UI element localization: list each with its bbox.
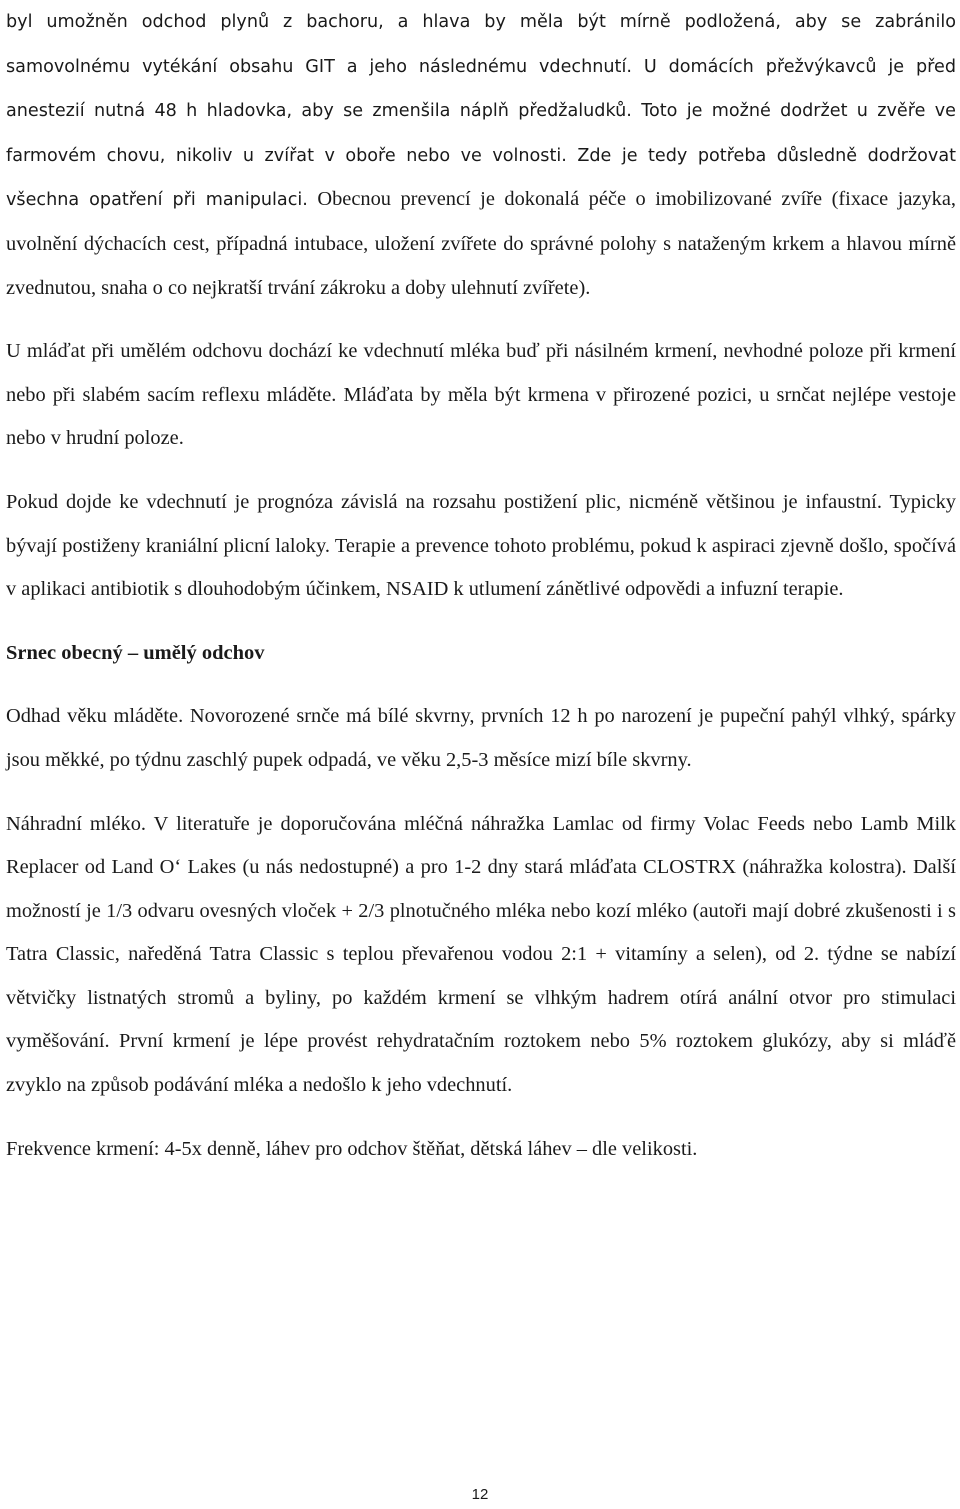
paragraph-anesthesia-prevention <box>6 0 956 310</box>
page-number: 12 <box>471 1486 489 1503</box>
paragraph-age-estimation: Odhad věku mláděte. Novorozené srnče má bílé skvrny, prvních 12 h po narození je pupeční pahýl vlhký, spárky jsou měkké, po týdnu zaschlý pupek odpadá, ve věku 2,5-3 měsíce mizí bíle skvrny. <box>6 705 956 771</box>
paragraph-prognosis-therapy: Pokud dojde ke vdechnutí je prognóza závislá na rozsahu postižení plic, nicméně většinou je infaustní. Typicky bývají postiženy kraniální plicní laloky. Terapie a prevence tohoto problému, pokud k aspiraci zjevně došlo, spočívá v aplikaci antibiotik s dlouhodobým účinkem, NSAID k utlumení zánětlivé odpovědi a infuzní terapie. <box>6 490 956 601</box>
paragraph-feeding-frequency: Frekvence krmení: 4-5x denně, láhev pro odchov štěňat, dětská láhev – dle velikosti. <box>6 1137 698 1160</box>
paragraph-milk-aspiration: U mláďat při umělém odchovu dochází ke vdechnutí mléka buď při násilném krmení, nevhodné poloze při krmení nebo při slabém sacím reflexu mláděte. Mláďata by měla být krmena v přirozené pozici, u srnčat nejlépe vestoje nebo v hrudní poloze. <box>6 340 956 450</box>
paragraph-text-serif: Obecnou prevencí je dokonalá péče o imobilizované zvíře (fixace jazyka, uvolnění dýchacích cest, případná intubace, uložení zvířete do správné polohy s nataženým krkem a hlavou mírně zvednutou, snaha o co nejkratší trvání zákroku a doby ulehnutí zvířete). <box>6 188 956 299</box>
paragraph-milk-replacer: Náhradní mléko. V literatuře je doporučována mléčná náhražka Lamlac od firmy Volac Feeds nebo Lamb Milk Replacer od Land O‘ Lakes (u nás nedostupné) a pro 1-2 dny stará mláďata CLOSTRX (náhražka kolostra). Další možností je 1/3 odvaru ovesných vloček + 2/3 plnotučného mléka nebo kozí mléko (autoři mají dobré zkušenosti i s Tatra Classic, naředěná Tatra Classic s teplou převařenou vodou 2:1 + vitamíny a selen), od 2. týdne se nabízí větvičky listnatých stromů a byliny, po každém krmení se vlhkým hadrem otírá anální otvor pro stimulaci vyměšování. První krmení je lépe provést rehydratačním roztokem nebo 5% roztokem glukózy, aby si mláďě zvyklo na způsob podávání mléka a nedošlo k jeho vdechnutí. <box>6 812 956 1097</box>
document-page <box>6 0 956 1171</box>
section-heading: Srnec obecný – umělý odchov <box>6 641 265 664</box>
paragraph-text-sans: byl umožněn odchod plynů z bachoru, a hlava by měla být mírně podložená, aby se zabránilo samovolnému vytékání obsahu GIT a jeho následnému vdechnutí. U domácích přežvýkavců je před anestezií nutná 48 h hladovka, aby se zmenšila náplň předžaludků. Toto je možné dodržet u zvěře ve farmovém chovu, nikoliv u zvířat v oboře nebo ve volnosti. Zde je tedy potřeba důsledně dodržovat všechna opatření při manipulaci. <box>6 12 956 211</box>
